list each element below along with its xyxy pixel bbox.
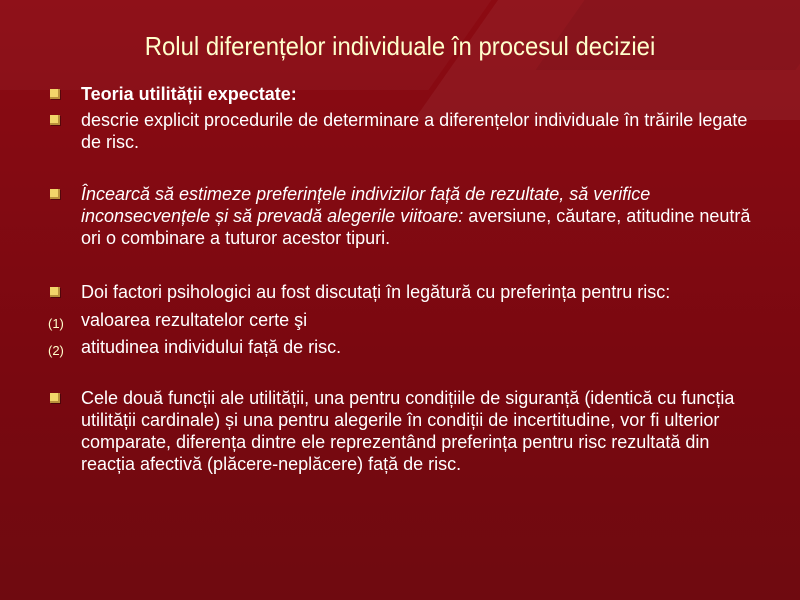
square-bullet-icon xyxy=(50,189,60,199)
bullet-italic-text: Încearcă să estimeze preferințele indivizilor față de rezultate, să verifice inconsecvențele și să prevadă alegerile viitoare: xyxy=(81,184,651,226)
bullet-normal-text: aversiune, căutare, atitudine neutră ori o combinare a tuturor acestor tipuri. xyxy=(81,206,751,248)
square-bullet-icon xyxy=(50,89,60,99)
item-number: (1) xyxy=(48,316,64,331)
bullet-text: descrie explicit procedurile de determinare a diferențelor individuale în trăirile legate de risc. xyxy=(81,110,748,152)
bullet-text: Cele două funcții ale utilității, una pentru condițiile de siguranță (identică cu funcția utilității cardinale) și una pentru alegerile în condiții de incertitudine, vor fi ulterior comparate, diferența dintre ele reprezentând preferința pentru risc rezultată din reacția afectivă (plăcere-neplăcere) față de risc. xyxy=(81,388,735,474)
square-bullet-icon xyxy=(50,287,60,297)
bullet-text: atitudinea individului față de risc. xyxy=(81,337,342,357)
slide-title: Rolul diferențelor individuale în procesul deciziei xyxy=(144,31,656,61)
square-bullet-icon xyxy=(50,393,60,403)
bullet-text: Doi factori psihologici au fost discutați în legătură cu preferința pentru risc: xyxy=(81,282,671,302)
square-bullet-icon xyxy=(50,115,60,125)
bullet-text xyxy=(81,183,756,249)
bullet-text: Teoria utilității expectate: xyxy=(81,84,297,104)
item-number: (2) xyxy=(48,343,64,358)
bullet-text: valoarea rezultatelor certe şi xyxy=(81,310,308,330)
